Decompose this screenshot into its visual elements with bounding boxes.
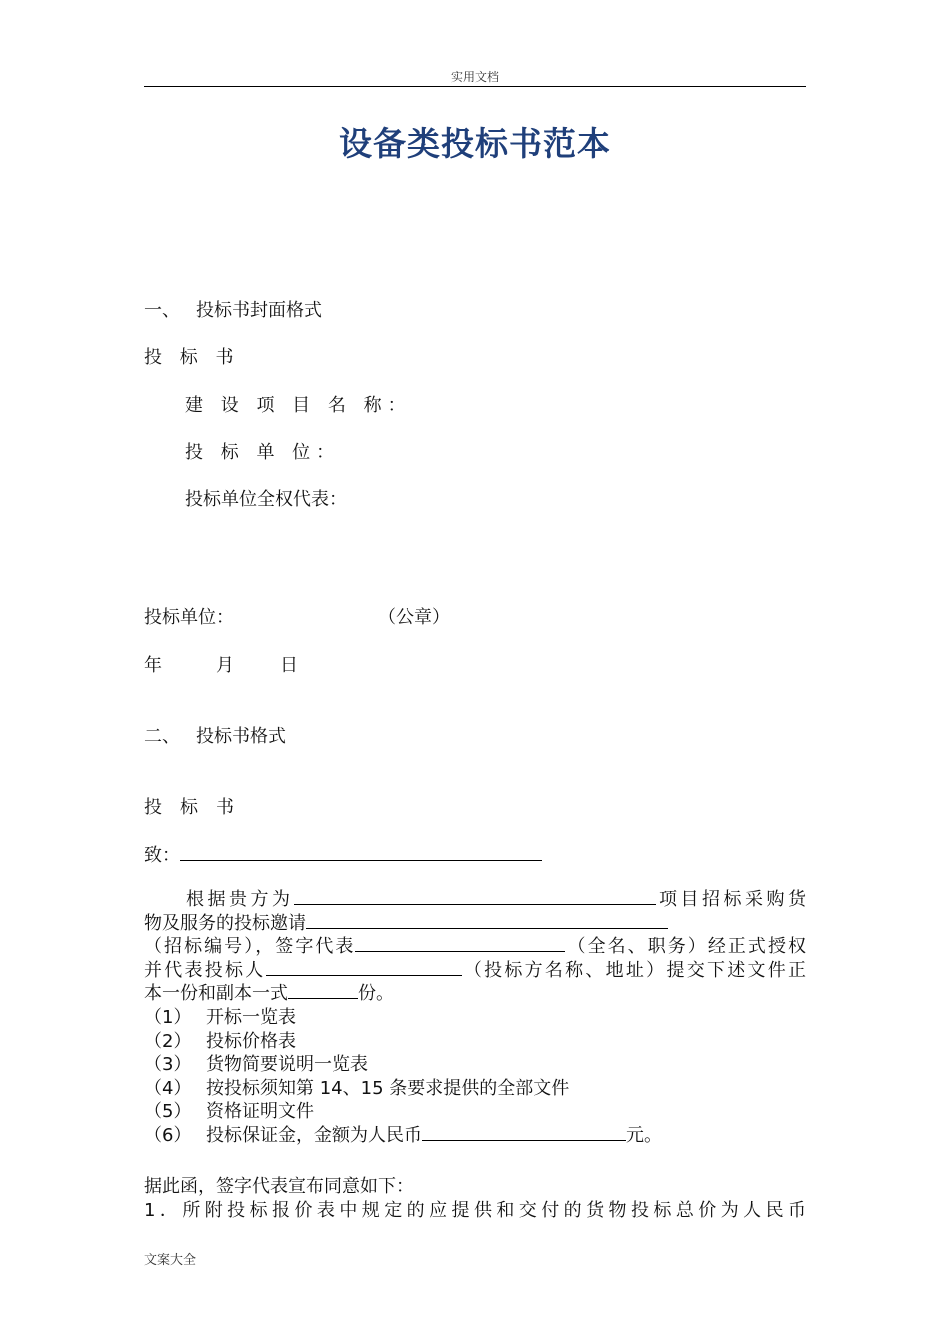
cover-doc-label: 投 标 书 [144,347,240,368]
field-authorized-rep: 投标单位全权代表： [185,489,347,510]
list-item: （2） 投标价格表 [144,1030,296,1052]
field-project-name: 建 设 项 目 名 称： [185,395,412,416]
para-line-4: 并代表投标人 （投标方名称、地址）提交下述文件正 [144,959,807,981]
list-item: （6） 投标保证金，金额为人民币 元。 [144,1124,662,1146]
seal-label: （公章） [378,607,450,628]
section2-heading [144,722,286,748]
bidder-blank [266,961,462,976]
section2-heading-number: 二、 [144,726,180,747]
signer-blank [355,937,565,952]
para-line-2: 物及服务的投标邀请 [144,912,806,936]
bid-letter-paragraph [144,888,806,1006]
date-month: 月 [216,655,234,676]
document-title: 设备类投标书范本 [339,124,611,163]
to-label: 致： [144,845,180,866]
addressee-blank [180,846,542,861]
list-item: （1） 开标一览表 [144,1007,296,1028]
para-line-1: 根据贵方为 项目招标采购货 [186,889,806,910]
invitation-blank [306,914,668,929]
bid-doc-label: 投 标 书 [144,797,234,818]
section2-heading-text: 投标书格式 [196,726,286,747]
document-list [144,1006,662,1147]
list-item: （3） 货物简要说明一览表 [144,1054,368,1075]
section1-heading-text: 投标书封面格式 [196,300,322,321]
page-footer: 文案大全 [144,1253,197,1268]
declaration-text: 据此函，签字代表宣布同意如下： [144,1176,414,1197]
field-bidder-unit: 投 标 单 位： [185,442,341,463]
clause-1: 1．所附投标报价表中规定的应提供和交付的货物投标总价为人民币 [144,1200,806,1221]
para-line-3: （招标编号），签字代表 （全名、职务）经正式授权 [144,936,807,957]
section1-heading [144,296,322,322]
date-year: 年 [144,655,162,676]
sign-unit-label: 投标单位： [144,607,234,628]
section1-heading-number: 一、 [144,300,180,321]
list-item: （5） 资格证明文件 [144,1101,314,1122]
header-rule [144,86,806,87]
date-day: 日 [280,655,298,676]
project-blank [294,890,656,905]
deposit-amount-blank [422,1126,626,1141]
list-item: （4） 按投标须知第 14、15 条要求提供的全部文件 [144,1077,570,1099]
para-line-5: 本一份和副本一式 份。 [144,983,394,1004]
addressee-line [144,841,542,867]
copies-blank [288,984,358,999]
page-header: 实用文档 [450,70,499,84]
